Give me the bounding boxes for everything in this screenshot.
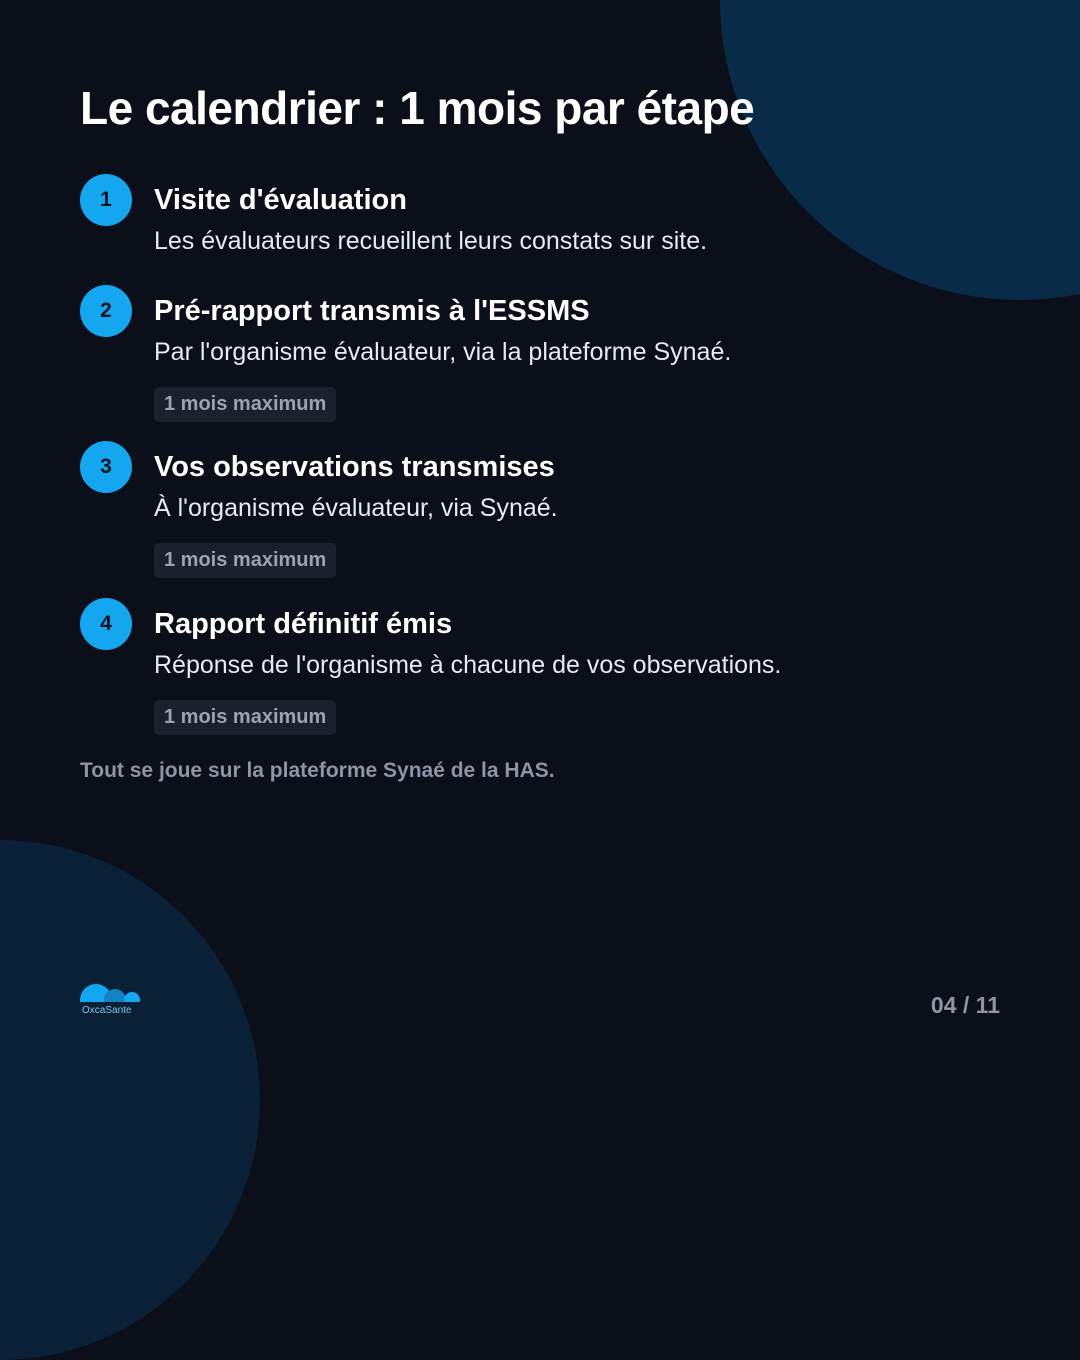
step-number-badge: 3 bbox=[80, 441, 132, 493]
step-title: Vos observations transmises bbox=[154, 451, 555, 483]
step-number-badge: 2 bbox=[80, 285, 132, 337]
step-item bbox=[80, 285, 1000, 445]
step-title: Visite d'évaluation bbox=[154, 184, 407, 216]
page-title: Le calendrier : 1 mois par étape bbox=[80, 82, 755, 134]
step-title: Rapport définitif émis bbox=[154, 608, 453, 640]
duration-pill: 1 mois maximum bbox=[154, 387, 336, 422]
brand-name: OxcaSante bbox=[82, 1005, 132, 1016]
step-description: Réponse de l'organisme à chacune de vos observations. bbox=[154, 651, 782, 679]
step-item bbox=[80, 441, 1000, 601]
footnote: Tout se joue sur la plateforme Synaé de la HAS. bbox=[80, 759, 555, 782]
step-item bbox=[80, 598, 1000, 758]
step-description: À l'organisme évaluateur, via Synaé. bbox=[154, 494, 558, 522]
decorative-circle-bottom bbox=[0, 840, 260, 1360]
step-number-badge: 1 bbox=[80, 174, 132, 226]
duration-pill: 1 mois maximum bbox=[154, 543, 336, 578]
cloud-logo-icon bbox=[80, 984, 142, 1002]
brand-logo bbox=[80, 984, 150, 1018]
step-title: Pré-rapport transmis à l'ESSMS bbox=[154, 295, 590, 327]
step-description: Par l'organisme évaluateur, via la plateforme Synaé. bbox=[154, 338, 732, 366]
page-indicator: 04 / 11 bbox=[930, 992, 1000, 1018]
step-description: Les évaluateurs recueillent leurs constats sur site. bbox=[154, 227, 708, 255]
duration-pill: 1 mois maximum bbox=[154, 700, 336, 735]
step-number-badge: 4 bbox=[80, 598, 132, 650]
